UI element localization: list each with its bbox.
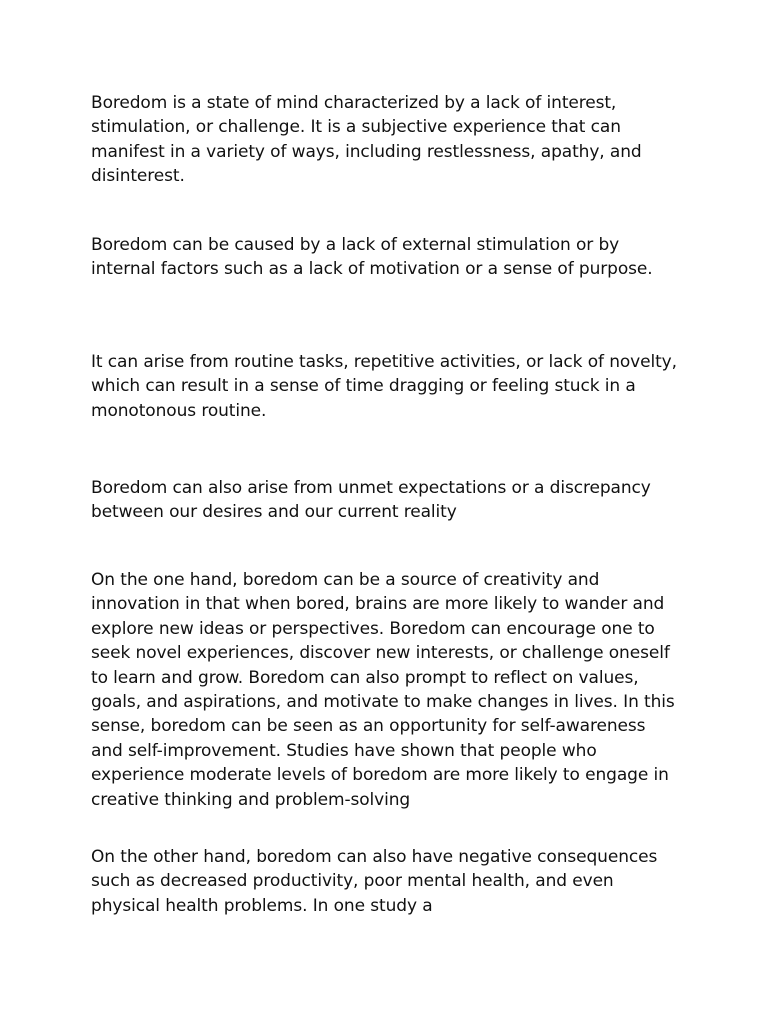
paragraph-creativity: On the one hand, boredom can be a source of creativity and innovation in that when bored, brains are more likely to wander and explore new ideas or perspectives. Boredom can encourage one to seek novel experiences, discover new interests, or challenge oneself to learn and grow. Boredom can also prompt to reflect on values, goals, and aspirations, and motivate to make changes in lives. In this sense, boredom can be seen as an opportunity for self-awareness and self-improvement. Studies have shown that people who experience moderate levels of boredom are more likely to engage in creative thinking and problem-solving [91, 570, 675, 810]
paragraph-causes: Boredom can be caused by a lack of external stimulation or by internal factors such as a lack of motivation or a sense of purpose. [91, 235, 653, 280]
paragraph-routine: It can arise from routine tasks, repetitive activities, or lack of novelty, which can result in a sense of time dragging or feeling stuck in a monotonous routine. [91, 352, 677, 421]
paragraph-expectations: Boredom can also arise from unmet expectations or a discrepancy between our desires and our current reality [91, 478, 651, 523]
paragraph-negative-consequences: On the other hand, boredom can also have negative consequences such as decreased productivity, poor mental health, and even physical health problems. In one study a [91, 847, 658, 916]
paragraph-definition: Boredom is a state of mind characterized by a lack of interest, stimulation, or challenge. It is a subjective experience that can manifest in a variety of ways, including restlessness, apathy, and disinterest. [91, 93, 642, 187]
